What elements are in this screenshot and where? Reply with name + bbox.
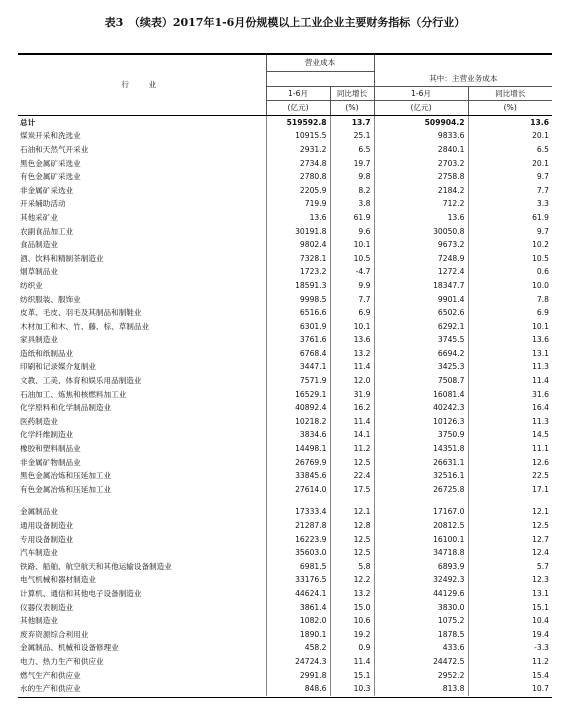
table-row [18, 415, 552, 429]
operating-cost-growth: 25.1 [330, 129, 374, 143]
table-header [18, 55, 552, 115]
operating-cost-growth: 13.2 [330, 347, 374, 361]
operating-cost-growth: 6.9 [330, 306, 374, 320]
operating-cost-growth: 16.2 [330, 401, 374, 415]
industry-name: 计算机、通信和其他电子设备制造业 [20, 588, 142, 598]
main-business-cost-growth: 0.6 [468, 265, 552, 279]
operating-cost-value: 3834.6 [266, 428, 330, 442]
operating-cost-growth: 17.5 [330, 483, 374, 497]
industry-name: 食品制造业 [20, 240, 58, 250]
industry-name: 开采辅助活动 [20, 199, 66, 209]
operating-cost-value: 2931.2 [266, 143, 330, 157]
operating-cost-value: 719.9 [266, 197, 330, 211]
industry-name: 酒、饮料和精制茶制造业 [20, 253, 104, 263]
bottom-rule [18, 697, 552, 698]
operating-cost-growth: 10.1 [330, 320, 374, 334]
operating-cost-value: 2780.8 [266, 170, 330, 184]
table-row [18, 560, 552, 574]
operating-cost-value: 30191.8 [266, 225, 330, 239]
main-business-cost-value: 10126.3 [374, 415, 468, 429]
operating-cost-value: 10915.5 [266, 129, 330, 143]
table-row [18, 401, 552, 415]
table-row [18, 184, 552, 198]
industry-name: 石油加工、炼焦和核燃料加工业 [20, 389, 127, 399]
operating-cost-value: 10218.2 [266, 415, 330, 429]
operating-cost-value: 16529.1 [266, 388, 330, 402]
table-row [18, 669, 552, 683]
table-row [18, 320, 552, 334]
industry-name: 专用设备制造业 [20, 534, 74, 544]
operating-cost-growth: 10.6 [330, 614, 374, 628]
main-business-cost-growth: 10.4 [468, 614, 552, 628]
operating-cost-growth: 11.2 [330, 442, 374, 456]
operating-cost-growth: 12.5 [330, 456, 374, 470]
operating-cost-growth: 12.5 [330, 546, 374, 560]
operating-cost-value: 44624.1 [266, 587, 330, 601]
main-business-cost-growth: 17.1 [468, 483, 552, 497]
operating-cost-value: 24724.3 [266, 655, 330, 669]
main-business-cost-growth: 10.5 [468, 252, 552, 266]
main-business-cost-value: 2840.1 [374, 143, 468, 157]
operating-cost-growth: 13.7 [330, 115, 374, 129]
industry-name: 总计 [20, 117, 36, 127]
industry-column-header: 行 业 [18, 55, 266, 115]
table-row [18, 546, 552, 560]
operating-cost-value: 13.6 [266, 211, 330, 225]
operating-cost-value: 40892.4 [266, 401, 330, 415]
operating-cost-value: 1723.2 [266, 265, 330, 279]
table-row [18, 360, 552, 374]
industry-name: 化学纤维制造业 [20, 430, 74, 440]
operating-cost-growth: 9.8 [330, 170, 374, 184]
operating-cost-growth: 3.8 [330, 197, 374, 211]
main-business-cost-value: 2952.2 [374, 669, 468, 683]
industry-name: 仪器仪表制造业 [20, 602, 74, 612]
table-row [18, 293, 552, 307]
table-row [18, 442, 552, 456]
operating-cost-value: 2734.8 [266, 157, 330, 171]
main-business-cost-growth: 7.8 [468, 293, 552, 307]
operating-cost-value: 14498.1 [266, 442, 330, 456]
table-row [18, 456, 552, 470]
operating-cost-value: 26769.9 [266, 456, 330, 470]
main-business-cost-value: 6502.6 [374, 306, 468, 320]
operating-cost-growth: 11.4 [330, 415, 374, 429]
industry-name: 皮革、毛皮、羽毛及其制品和制鞋业 [20, 308, 142, 318]
table-row [18, 143, 552, 157]
table-row [18, 505, 552, 519]
main-business-cost-value: 20812.5 [374, 519, 468, 533]
industry-name: 水的生产和供应业 [20, 684, 81, 694]
main-business-cost-growth: 61.9 [468, 211, 552, 225]
operating-cost-value: 2205.9 [266, 184, 330, 198]
main-business-cost-value: 34718.8 [374, 546, 468, 560]
operating-cost-growth: 5.8 [330, 560, 374, 574]
main-business-cost-value: 2184.2 [374, 184, 468, 198]
operating-cost-growth: 19.7 [330, 157, 374, 171]
operating-cost-growth: 13.6 [330, 333, 374, 347]
table-title: 表3 （续表）2017年1-6月份规模以上工业企业主要财务指标（分行业） [104, 16, 466, 29]
table-row [18, 388, 552, 402]
main-business-cost-value: 6694.2 [374, 347, 468, 361]
operating-cost-growth: 12.2 [330, 573, 374, 587]
operating-cost-growth: 0.9 [330, 641, 374, 655]
industry-name: 金属制品业 [20, 507, 58, 517]
main-business-cost-growth: 15.1 [468, 601, 552, 615]
main-business-cost-growth: 31.6 [468, 388, 552, 402]
table-row [18, 682, 552, 696]
main-business-cost-value: 712.2 [374, 197, 468, 211]
industry-name: 家具制造业 [20, 335, 58, 345]
table-row [18, 211, 552, 225]
industry-name: 汽车制造业 [20, 548, 58, 558]
operating-cost-value: 519592.8 [266, 115, 330, 129]
main-business-cost-value: 32516.1 [374, 469, 468, 483]
operating-cost-growth: 10.3 [330, 682, 374, 696]
main-business-cost-growth: 13.6 [468, 115, 552, 129]
operating-cost-growth: 13.2 [330, 587, 374, 601]
operating-cost-value: 458.2 [266, 641, 330, 655]
operating-cost-growth: 12.0 [330, 374, 374, 388]
main-business-cost-value: 30050.8 [374, 225, 468, 239]
operating-cost-value: 3447.1 [266, 360, 330, 374]
table-row [18, 129, 552, 143]
main-business-cost-growth: 12.5 [468, 519, 552, 533]
table-row [18, 519, 552, 533]
main-business-cost-value: 14351.8 [374, 442, 468, 456]
main-business-cost-growth: 11.1 [468, 442, 552, 456]
table-row [18, 428, 552, 442]
unit-amount-2: (亿元) [374, 101, 468, 116]
table-row [18, 483, 552, 497]
industry-name: 有色金属冶炼和压延加工业 [20, 484, 112, 494]
industry-name: 电力、热力生产和供应业 [20, 656, 104, 666]
operating-cost-value: 2991.8 [266, 669, 330, 683]
main-business-cost-growth: 3.3 [468, 197, 552, 211]
table-body [18, 115, 552, 695]
main-business-cost-growth: 12.7 [468, 533, 552, 547]
main-business-cost-growth: 13.6 [468, 333, 552, 347]
operating-cost-value: 848.6 [266, 682, 330, 696]
table-row [18, 306, 552, 320]
table-row [18, 628, 552, 642]
industry-name: 烟草制品业 [20, 267, 58, 277]
industry-name: 造纸和纸制品业 [20, 348, 74, 358]
industry-name: 石油和天然气开采业 [20, 144, 89, 154]
table-row [18, 252, 552, 266]
operating-cost-growth: 9.6 [330, 225, 374, 239]
main-business-cost-growth: 12.3 [468, 573, 552, 587]
table-row [18, 601, 552, 615]
operating-cost-value: 18591.3 [266, 279, 330, 293]
main-business-cost-value: 32492.3 [374, 573, 468, 587]
operating-cost-growth: 6.5 [330, 143, 374, 157]
industry-name: 其他采矿业 [20, 212, 58, 222]
operating-cost-value: 1082.0 [266, 614, 330, 628]
main-business-cost-value: 7248.9 [374, 252, 468, 266]
industry-name: 化学原料和化学制品制造业 [20, 403, 112, 413]
main-business-cost-value: 24472.5 [374, 655, 468, 669]
operating-cost-growth: 8.2 [330, 184, 374, 198]
table-row [18, 587, 552, 601]
industry-name: 燃气生产和供应业 [20, 670, 81, 680]
operating-cost-growth: 19.2 [330, 628, 374, 642]
operating-cost-growth: 7.7 [330, 293, 374, 307]
main-business-cost-value: 7508.7 [374, 374, 468, 388]
main-business-cost-value: 2758.8 [374, 170, 468, 184]
operating-cost-value: 6981.5 [266, 560, 330, 574]
operating-cost-value: 17333.4 [266, 505, 330, 519]
main-business-cost-value: 6292.1 [374, 320, 468, 334]
operating-cost-growth: 12.1 [330, 505, 374, 519]
table-row [18, 225, 552, 239]
main-business-cost-value: 16100.1 [374, 533, 468, 547]
main-business-cost-value: 26631.1 [374, 456, 468, 470]
main-business-cost-growth: 9.7 [468, 225, 552, 239]
operating-cost-growth: 10.5 [330, 252, 374, 266]
operating-cost-value: 6516.6 [266, 306, 330, 320]
main-business-cost-growth: 6.9 [468, 306, 552, 320]
industry-name: 其他制造业 [20, 616, 58, 626]
main-business-cost-growth: -3.3 [468, 641, 552, 655]
operating-cost-growth: 15.0 [330, 601, 374, 615]
operating-cost-value: 21287.8 [266, 519, 330, 533]
table-row [18, 170, 552, 184]
industry-name: 有色金属矿采选业 [20, 172, 81, 182]
operating-cost-growth: 22.4 [330, 469, 374, 483]
operating-cost-value: 33845.6 [266, 469, 330, 483]
operating-cost-growth: 11.4 [330, 360, 374, 374]
main-business-cost-growth: 11.4 [468, 374, 552, 388]
industry-name: 黑色金属矿采选业 [20, 158, 81, 168]
industry-name: 橡胶和塑料制品业 [20, 444, 81, 454]
operating-cost-value: 7328.1 [266, 252, 330, 266]
main-business-cost-growth: 10.1 [468, 320, 552, 334]
operating-cost-growth: 12.8 [330, 519, 374, 533]
industry-name: 电气机械和器材制造业 [20, 575, 96, 585]
operating-cost-value: 9998.5 [266, 293, 330, 307]
main-business-cost-growth: 20.1 [468, 129, 552, 143]
main-business-cost-value: 9833.6 [374, 129, 468, 143]
main-business-cost-growth: 9.7 [468, 170, 552, 184]
main-business-cost-value: 3830.0 [374, 601, 468, 615]
table-row [18, 333, 552, 347]
table-row [18, 641, 552, 655]
operating-cost-value: 6768.4 [266, 347, 330, 361]
table-row [18, 573, 552, 587]
main-business-cost-header-spacer [374, 55, 552, 72]
operating-cost-growth: 14.1 [330, 428, 374, 442]
main-business-cost-value: 3745.5 [374, 333, 468, 347]
table-row [18, 265, 552, 279]
industry-name: 煤炭开采和洗选业 [20, 131, 81, 141]
main-business-cost-growth: 22.5 [468, 469, 552, 483]
table-row [18, 197, 552, 211]
operating-cost-value: 3861.4 [266, 601, 330, 615]
main-business-cost-value: 13.6 [374, 211, 468, 225]
table-row [18, 533, 552, 547]
main-business-cost-growth: 7.7 [468, 184, 552, 198]
operating-cost-value: 9802.4 [266, 238, 330, 252]
main-business-cost-value: 9673.2 [374, 238, 468, 252]
main-business-cost-value: 16081.4 [374, 388, 468, 402]
operating-cost-value: 3761.6 [266, 333, 330, 347]
operating-cost-growth: 15.1 [330, 669, 374, 683]
table-row [18, 469, 552, 483]
main-business-cost-growth: 11.2 [468, 655, 552, 669]
main-business-cost-growth: 10.0 [468, 279, 552, 293]
industry-name: 纺织服装、服饰业 [20, 294, 81, 304]
operating-cost-value: 16223.9 [266, 533, 330, 547]
unit-pct-1: (%) [330, 101, 374, 116]
growth-header-2: 同比增长 [468, 86, 552, 101]
main-business-cost-value: 18347.7 [374, 279, 468, 293]
operating-cost-growth: 31.9 [330, 388, 374, 402]
main-business-cost-growth: 13.1 [468, 347, 552, 361]
main-business-cost-value: 6893.9 [374, 560, 468, 574]
table-row [18, 157, 552, 171]
operating-cost-value: 27614.0 [266, 483, 330, 497]
industry-name: 铁路、船舶、航空航天和其他运输设备制造业 [20, 561, 172, 571]
main-business-cost-value: 1878.5 [374, 628, 468, 642]
operating-cost-growth: 9.9 [330, 279, 374, 293]
main-business-cost-growth: 10.2 [468, 238, 552, 252]
unit-amount-1: (亿元) [266, 101, 330, 116]
table-row [18, 279, 552, 293]
industry-name: 黑色金属冶炼和压延加工业 [20, 471, 112, 481]
industry-name: 金属制品、机械和设备修理业 [20, 643, 119, 653]
main-business-cost-value: 1272.4 [374, 265, 468, 279]
main-business-cost-growth: 14.5 [468, 428, 552, 442]
main-business-cost-growth: 11.3 [468, 360, 552, 374]
main-business-cost-value: 3425.3 [374, 360, 468, 374]
industry-name: 医药制造业 [20, 416, 58, 426]
industry-name: 非金属矿采选业 [20, 185, 74, 195]
main-business-cost-growth: 6.5 [468, 143, 552, 157]
main-business-cost-value: 3750.9 [374, 428, 468, 442]
growth-header-1: 同比增长 [330, 86, 374, 101]
main-business-cost-value: 26725.8 [374, 483, 468, 497]
table-row [18, 655, 552, 669]
main-business-cost-value: 433.6 [374, 641, 468, 655]
main-business-cost-growth: 15.4 [468, 669, 552, 683]
operating-cost-value: 33176.5 [266, 573, 330, 587]
operating-cost-value: 1890.1 [266, 628, 330, 642]
main-business-cost-value: 2703.2 [374, 157, 468, 171]
main-business-cost-header: 其中：主营业务成本 [374, 72, 552, 87]
main-business-cost-growth: 12.4 [468, 546, 552, 560]
main-business-cost-value: 44129.6 [374, 587, 468, 601]
table-row [18, 347, 552, 361]
main-business-cost-growth: 11.3 [468, 415, 552, 429]
unit-pct-2: (%) [468, 101, 552, 116]
industry-name: 木材加工和木、竹、藤、棕、草制品业 [20, 321, 150, 331]
industry-name: 通用设备制造业 [20, 521, 74, 530]
operating-cost-value: 6301.9 [266, 320, 330, 334]
period-header-2: 1-6月 [374, 86, 468, 101]
industry-name: 印刷和记录媒介复制业 [20, 362, 96, 372]
section-spacer [18, 496, 552, 505]
industry-name: 非金属矿物制品业 [20, 457, 81, 467]
main-business-cost-value: 40242.3 [374, 401, 468, 415]
total-row [18, 115, 552, 129]
table-row [18, 614, 552, 628]
main-business-cost-value: 9901.4 [374, 293, 468, 307]
main-business-cost-growth: 12.1 [468, 505, 552, 519]
table-row [18, 374, 552, 388]
main-business-cost-value: 17167.0 [374, 505, 468, 519]
main-business-cost-growth: 12.6 [468, 456, 552, 470]
main-business-cost-value: 813.8 [374, 682, 468, 696]
financial-indicators-table [18, 55, 552, 696]
main-business-cost-growth: 13.1 [468, 587, 552, 601]
industry-name: 纺织业 [20, 280, 43, 290]
main-business-cost-growth: 19.4 [468, 628, 552, 642]
industry-name: 农副食品加工业 [20, 226, 74, 236]
main-business-cost-value: 509904.2 [374, 115, 468, 129]
operating-cost-header-spacer [266, 72, 374, 87]
operating-cost-growth: 12.5 [330, 533, 374, 547]
operating-cost-header: 营业成本 [266, 55, 374, 72]
industry-name: 废弃资源综合利用业 [20, 629, 89, 639]
industry-name: 文教、工美、体育和娱乐用品制造业 [20, 376, 142, 386]
table-row [18, 238, 552, 252]
main-business-cost-growth: 20.1 [468, 157, 552, 171]
main-business-cost-growth: 16.4 [468, 401, 552, 415]
main-business-cost-growth: 5.7 [468, 560, 552, 574]
operating-cost-value: 7571.9 [266, 374, 330, 388]
operating-cost-growth: 11.4 [330, 655, 374, 669]
main-business-cost-value: 1075.2 [374, 614, 468, 628]
main-business-cost-growth: 10.7 [468, 682, 552, 696]
period-header-1: 1-6月 [266, 86, 330, 101]
operating-cost-growth: -4.7 [330, 265, 374, 279]
operating-cost-growth: 10.1 [330, 238, 374, 252]
operating-cost-value: 35603.0 [266, 546, 330, 560]
operating-cost-growth: 61.9 [330, 211, 374, 225]
